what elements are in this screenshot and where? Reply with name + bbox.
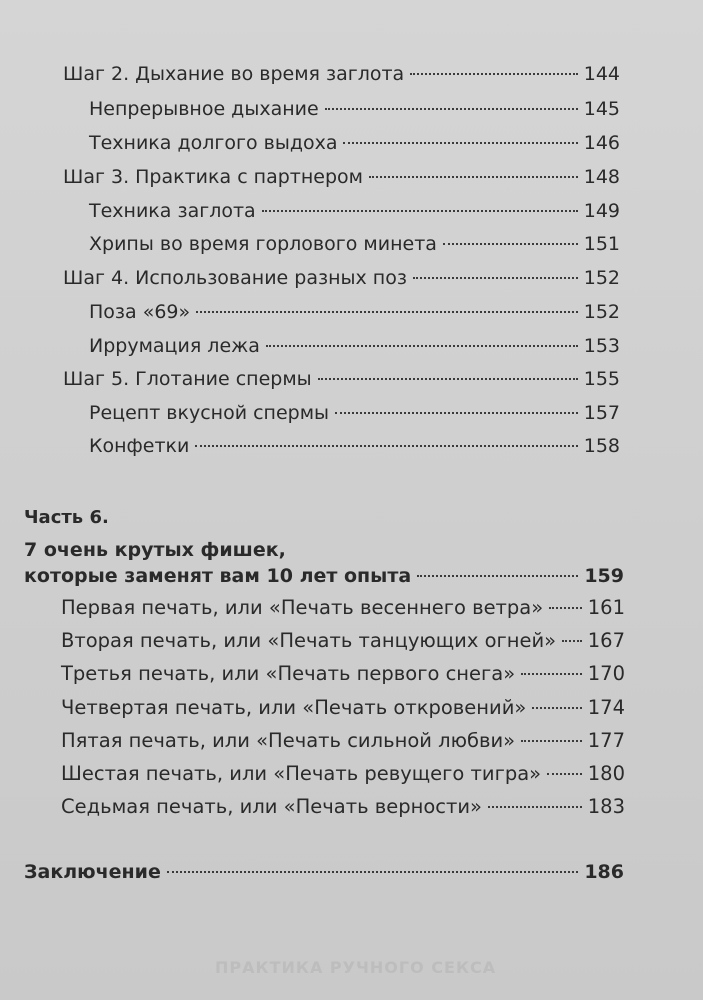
toc-entry[interactable]	[89, 97, 620, 121]
toc-entry-title: Техника заглота	[89, 200, 256, 222]
toc-entry-title: Шаг 4. Использование разных поз	[63, 267, 407, 289]
toc-entry-title: Четвертая печать, или «Печать откровений»	[61, 696, 527, 719]
dot-leader	[369, 176, 578, 178]
toc-entry-title: Хрипы во время горлового минета	[89, 233, 437, 255]
toc-entry-page: 152	[583, 267, 620, 289]
toc-entry[interactable]	[89, 232, 620, 256]
toc-entry[interactable]	[89, 300, 620, 324]
toc-entry-page: 170	[587, 662, 625, 685]
toc-entry[interactable]	[63, 367, 620, 391]
dot-leader	[413, 277, 578, 279]
dot-leader	[521, 740, 582, 742]
toc-entry-page: 153	[583, 335, 620, 357]
toc-entry[interactable]	[63, 62, 620, 86]
dot-leader	[343, 142, 577, 144]
toc-entry-page: 148	[583, 166, 620, 188]
part-title-line2: которые заменят вам 10 лет опыта	[24, 565, 412, 587]
conclusion-page: 186	[584, 861, 624, 883]
dot-leader	[262, 210, 578, 212]
toc-entry-page: 180	[587, 762, 625, 785]
toc-entry[interactable]	[89, 434, 620, 458]
part-title-page: 159	[584, 565, 624, 587]
conclusion-entry[interactable]	[24, 860, 624, 884]
toc-entry-page: 149	[583, 200, 620, 222]
toc-entry-title: Конфетки	[89, 435, 190, 457]
part-title-line1: 7 очень крутых фишек,	[24, 539, 286, 561]
toc-entry-page: 155	[583, 368, 620, 390]
toc-entry[interactable]	[61, 762, 625, 786]
dot-leader	[335, 412, 578, 414]
toc-entry-page: 158	[583, 435, 620, 457]
toc-entry-page: 177	[587, 729, 625, 752]
bleed-through-text: ПРАКТИКА РУЧНОГО СЕКСА	[215, 958, 497, 977]
toc-entry-title: Седьмая печать, или «Печать верности»	[61, 795, 482, 818]
conclusion-title: Заключение	[24, 861, 161, 883]
toc-entry[interactable]	[61, 662, 625, 686]
toc-entry-title: Техника долгого выдоха	[89, 132, 338, 154]
toc-entry-title: Непрерывное дыхание	[89, 98, 319, 120]
part-title-entry[interactable]	[24, 564, 624, 588]
toc-entry[interactable]	[61, 696, 625, 720]
toc-entry-page: 174	[587, 696, 625, 719]
dot-leader	[488, 806, 582, 808]
toc-entry-title: Шаг 5. Глотание спермы	[63, 368, 312, 390]
toc-entry-title: Шестая печать, или «Печать ревущего тигра»	[61, 762, 542, 785]
toc-entry-title: Третья печать, или «Печать первого снега»	[61, 662, 516, 685]
toc-entry-title: Пятая печать, или «Печать сильной любви»	[61, 729, 516, 752]
dot-leader	[521, 673, 582, 675]
toc-entry-page: 183	[587, 795, 625, 818]
dot-leader	[532, 707, 581, 709]
toc-entry-page: 145	[583, 98, 620, 120]
dot-leader	[417, 575, 578, 577]
toc-entry-page: 167	[587, 629, 625, 652]
toc-entry[interactable]	[61, 795, 625, 819]
toc-entry-title: Иррумация лежа	[89, 335, 260, 357]
dot-leader	[266, 345, 578, 347]
dot-leader	[547, 773, 582, 775]
dot-leader	[318, 378, 578, 380]
toc-entry-page: 157	[583, 402, 620, 424]
part-label: Часть 6.	[24, 507, 109, 528]
toc-entry[interactable]	[61, 729, 625, 753]
toc-entry[interactable]	[63, 165, 620, 189]
toc-entry-title: Поза «69»	[89, 301, 191, 323]
toc-entry[interactable]	[61, 596, 625, 620]
toc-entry-page: 161	[587, 596, 625, 619]
toc-entry[interactable]	[89, 334, 620, 358]
toc-entry-title: Вторая печать, или «Печать танцующих огней»	[61, 629, 557, 652]
dot-leader	[562, 640, 582, 642]
toc-entry-page: 152	[583, 301, 620, 323]
dot-leader	[195, 445, 577, 447]
dot-leader	[167, 871, 578, 873]
toc-entry-title: Первая печать, или «Печать весеннего ветра»	[61, 596, 544, 619]
toc-entry[interactable]	[89, 401, 620, 425]
toc-entry[interactable]	[61, 629, 625, 653]
toc-entry-title: Шаг 2. Дыхание во время заглота	[63, 63, 405, 85]
toc-entry-page: 146	[583, 132, 620, 154]
dot-leader	[549, 607, 582, 609]
dot-leader	[443, 243, 578, 245]
toc-entry-title: Рецепт вкусной спермы	[89, 402, 330, 424]
toc-entry[interactable]	[89, 131, 620, 155]
dot-leader	[196, 311, 578, 313]
toc-entry[interactable]	[89, 199, 620, 223]
dot-leader	[325, 108, 578, 110]
toc-entry-page: 144	[583, 63, 620, 85]
toc-entry-page: 151	[583, 233, 620, 255]
toc-entry[interactable]	[63, 266, 620, 290]
dot-leader	[410, 73, 578, 75]
toc-entry-title: Шаг 3. Практика с партнером	[63, 166, 364, 188]
